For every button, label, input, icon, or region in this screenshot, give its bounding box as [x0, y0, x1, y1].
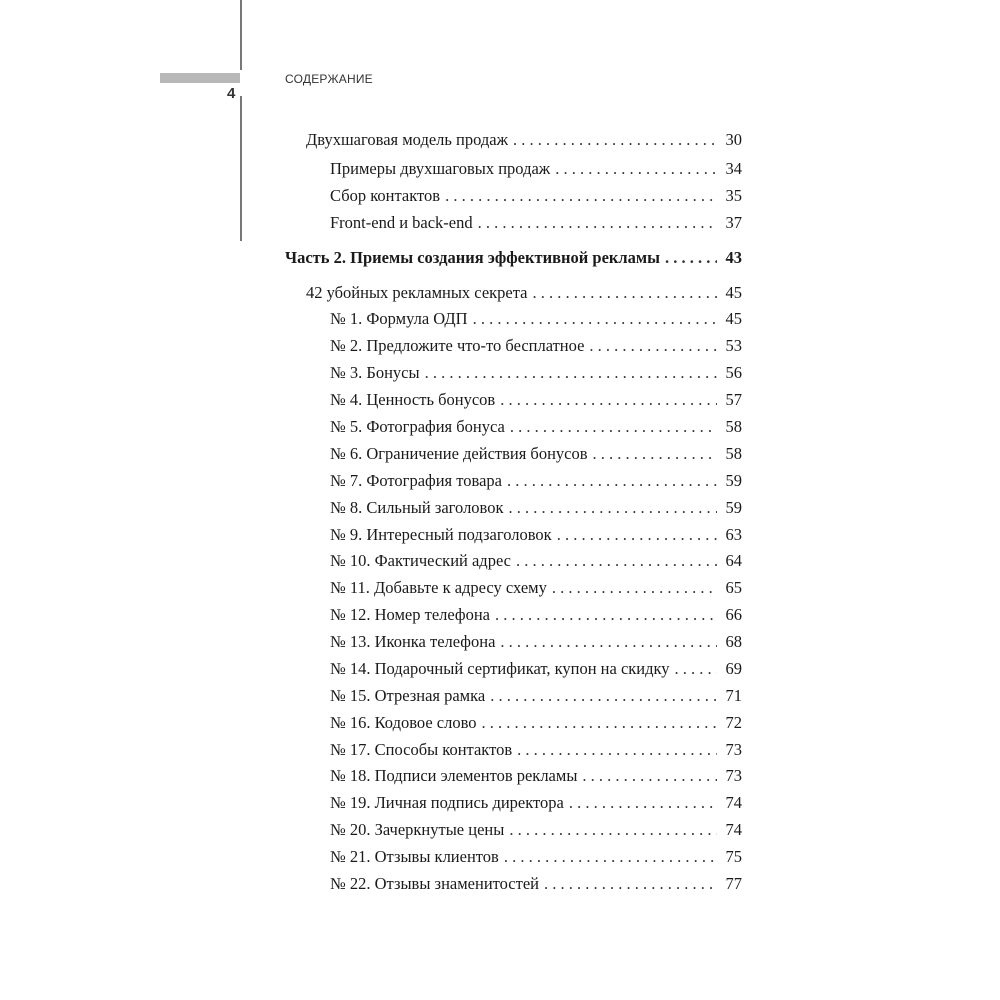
toc-entry	[330, 819, 742, 841]
toc-entry-title: № 10. Фактический адрес	[330, 551, 512, 570]
dot-leader	[513, 129, 717, 151]
toc-entry-page: 45	[725, 283, 742, 302]
toc-entry-title: № 4. Ценность бонусов	[330, 390, 496, 409]
toc-entry-page: 74	[725, 820, 742, 839]
dot-leader	[517, 739, 717, 761]
toc-entry	[330, 739, 742, 761]
toc-entry-page: 63	[725, 525, 742, 544]
toc-entry	[330, 443, 742, 465]
dot-leader	[569, 792, 717, 814]
toc-entry-title: № 12. Номер телефона	[330, 605, 490, 624]
toc-entry	[306, 129, 742, 151]
toc-entry-page: 30	[725, 130, 742, 149]
toc-entry	[330, 873, 742, 895]
toc-entry	[330, 497, 742, 519]
dot-leader	[555, 158, 717, 180]
toc-entry-page: 43	[725, 248, 742, 267]
toc-entry-page: 73	[725, 766, 742, 785]
toc-entry-title: 42 убойных рекламных секрета	[306, 283, 528, 302]
margin-rule-top	[240, 0, 242, 70]
toc-entry-title: № 8. Сильный заголовок	[330, 498, 504, 517]
toc-entry	[330, 792, 742, 814]
toc-entry-title: Двухшаговая модель продаж	[306, 130, 509, 149]
toc-part-heading	[285, 247, 742, 269]
toc-entry-page: 68	[725, 632, 742, 651]
toc-entry-page: 37	[725, 213, 742, 232]
toc-entry-page: 58	[725, 417, 742, 436]
header-accent-bar	[160, 73, 240, 83]
toc-entry-title: № 14. Подарочный сертификат, купон на скидку	[330, 659, 670, 678]
toc-entry	[330, 712, 742, 734]
toc-entry-title: № 7. Фотография товара	[330, 471, 502, 490]
dot-leader	[510, 416, 717, 438]
toc-entry	[330, 335, 742, 357]
toc-entry-page: 58	[725, 444, 742, 463]
toc-entry-title: № 3. Бонусы	[330, 363, 420, 382]
dot-leader	[473, 308, 717, 330]
toc-entry-title: № 6. Ограничение действия бонусов	[330, 444, 588, 463]
dot-leader	[490, 685, 717, 707]
toc-entry	[330, 550, 742, 572]
toc-entry	[330, 389, 742, 411]
dot-leader	[495, 604, 717, 626]
toc-entry-title: № 19. Личная подпись директора	[330, 793, 564, 812]
toc-entry-page: 59	[725, 471, 742, 490]
page-number: 4	[227, 85, 236, 102]
toc-entry-page: 75	[725, 847, 742, 866]
toc-entry	[330, 158, 742, 180]
toc-entry-page: 77	[725, 874, 742, 893]
toc-entry-page: 35	[725, 186, 742, 205]
toc-entry-title: № 1. Формула ОДП	[330, 309, 468, 328]
toc-entry-page: 71	[725, 686, 742, 705]
dot-leader	[552, 577, 717, 599]
toc-entry-title: № 9. Интересный подзаголовок	[330, 525, 552, 544]
dot-leader	[500, 389, 717, 411]
dot-leader	[544, 873, 717, 895]
toc-entry	[306, 282, 742, 304]
dot-leader	[482, 712, 717, 734]
toc-entry	[330, 212, 742, 234]
toc-entry-page: 66	[725, 605, 742, 624]
toc-entry	[330, 631, 742, 653]
toc-entry-page: 69	[725, 659, 742, 678]
toc-entry-page: 53	[725, 336, 742, 355]
dot-leader	[582, 765, 717, 787]
toc-entry-title: Часть 2. Приемы создания эффективной рекламы	[285, 248, 661, 267]
toc-entry-page: 72	[725, 713, 742, 732]
toc-entry-page: 64	[725, 551, 742, 570]
dot-leader	[532, 282, 717, 304]
dot-leader	[425, 362, 717, 384]
toc-entry	[330, 846, 742, 868]
dot-leader	[589, 335, 717, 357]
toc-entry-page: 45	[725, 309, 742, 328]
toc-entry-title: Сбор контактов	[330, 186, 441, 205]
dot-leader	[509, 819, 717, 841]
dot-leader	[675, 658, 717, 680]
toc-entry-page: 34	[725, 159, 742, 178]
dot-leader	[500, 631, 717, 653]
dot-leader	[509, 497, 718, 519]
toc-entry-page: 57	[725, 390, 742, 409]
toc-entry-title: № 2. Предложите что-то бесплатное	[330, 336, 585, 355]
margin-rule-bottom	[240, 96, 242, 241]
running-title: СОДЕРЖАНИЕ	[285, 72, 373, 86]
dot-leader	[478, 212, 717, 234]
toc-entry	[330, 524, 742, 546]
dot-leader	[593, 443, 717, 465]
toc-entry-title: № 5. Фотография бонуса	[330, 417, 505, 436]
toc-entry-title: Front-end и back-end	[330, 213, 473, 232]
toc-entry	[330, 362, 742, 384]
dot-leader	[504, 846, 717, 868]
dot-leader	[516, 550, 717, 572]
toc-entry-title: № 21. Отзывы клиентов	[330, 847, 499, 866]
toc-entry-title: Примеры двухшаговых продаж	[330, 159, 551, 178]
toc-entry-title: № 11. Добавьте к адресу схему	[330, 578, 547, 597]
dot-leader	[445, 185, 717, 207]
dot-leader	[665, 247, 717, 269]
toc-entry-title: № 22. Отзывы знаменитостей	[330, 874, 539, 893]
toc-entry-title: № 18. Подписи элементов рекламы	[330, 766, 578, 785]
toc-entry-page: 56	[725, 363, 742, 382]
dot-leader	[557, 524, 717, 546]
dot-leader	[507, 470, 717, 492]
toc-entry-page: 65	[725, 578, 742, 597]
toc-entry-page: 59	[725, 498, 742, 517]
toc-entry-page: 74	[725, 793, 742, 812]
toc-entry	[330, 604, 742, 626]
toc-entry	[330, 185, 742, 207]
toc-entry	[330, 470, 742, 492]
toc-entry-title: № 20. Зачеркнутые цены	[330, 820, 505, 839]
toc-entry-title: № 15. Отрезная рамка	[330, 686, 486, 705]
toc-entry	[330, 416, 742, 438]
toc-entry	[330, 658, 742, 680]
toc-entry-page: 73	[725, 740, 742, 759]
toc-entry	[330, 308, 742, 330]
toc-entry-title: № 13. Иконка телефона	[330, 632, 496, 651]
toc-entry	[330, 765, 742, 787]
toc-entry-title: № 16. Кодовое слово	[330, 713, 477, 732]
toc-entry	[330, 577, 742, 599]
toc-entry-title: № 17. Способы контактов	[330, 740, 513, 759]
toc-entry	[330, 685, 742, 707]
